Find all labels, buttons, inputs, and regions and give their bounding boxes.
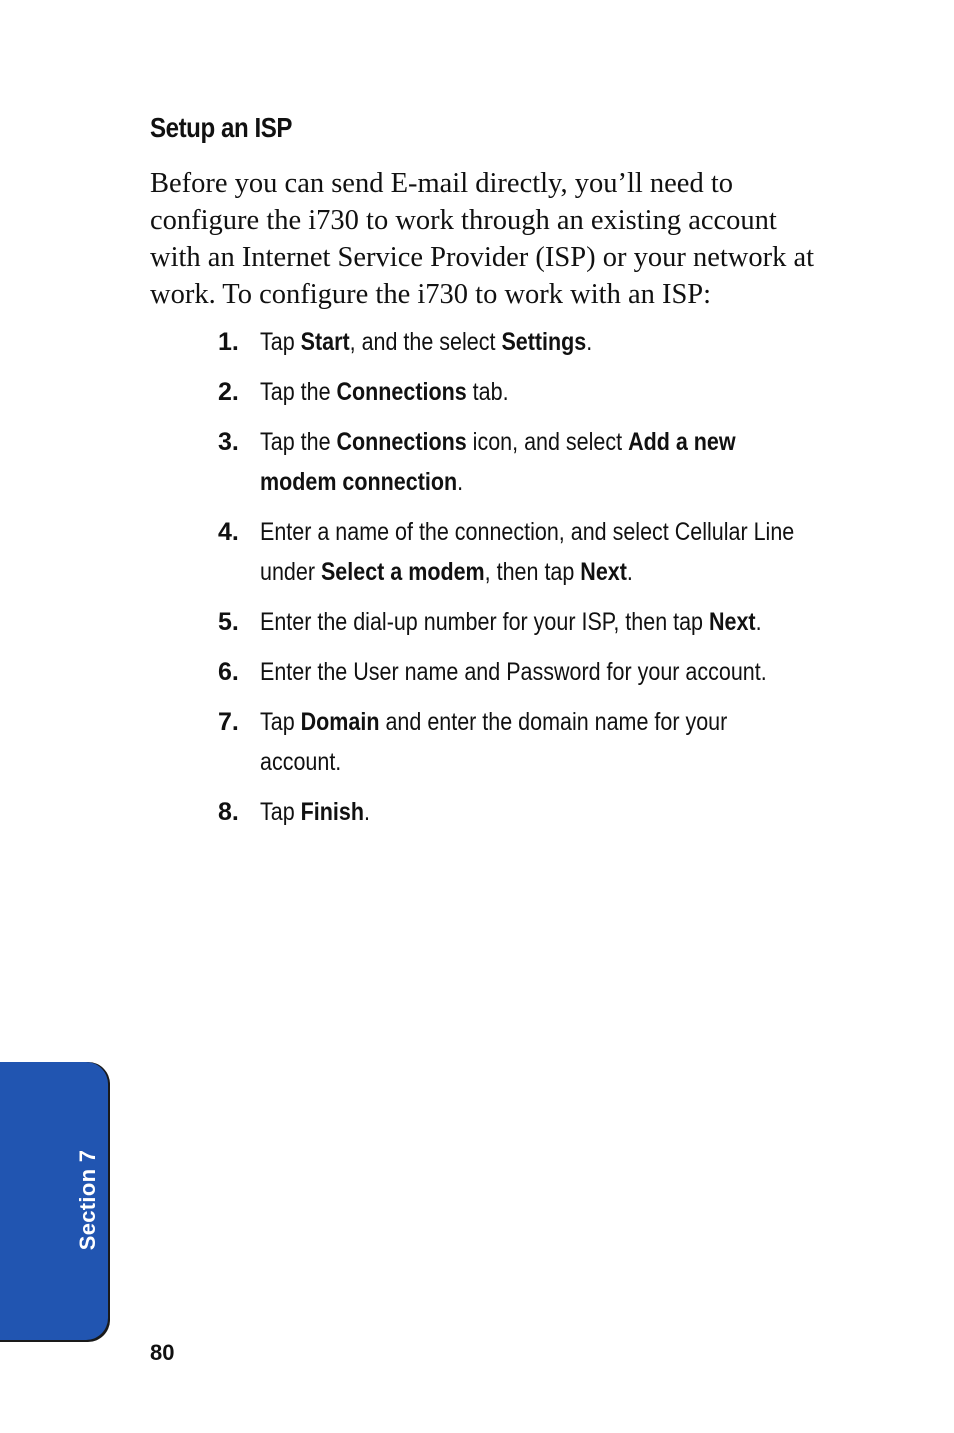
step-text	[260, 652, 896, 692]
step-text-line: under Select a modem, then tap Next.	[260, 558, 633, 586]
step-text-line: Tap Start, and the select Settings.	[260, 328, 593, 356]
step-keyword: Start	[300, 328, 350, 356]
step-number: 4.	[218, 518, 239, 546]
step-text	[260, 512, 896, 592]
step-text	[260, 602, 896, 642]
step-item	[218, 372, 898, 412]
step-item	[218, 652, 898, 692]
intro-line: with an Internet Service Provider (ISP) or your network at	[150, 242, 815, 273]
step-keyword: Domain	[300, 708, 380, 736]
step-keyword: Connections	[336, 378, 467, 406]
step-keyword: Next	[580, 558, 627, 586]
step-item	[218, 512, 898, 592]
step-text	[260, 702, 896, 782]
step-item	[218, 602, 898, 642]
step-item	[218, 792, 898, 832]
step-keyword: modem connection	[260, 468, 458, 496]
step-text-line: Tap the Connections icon, and select Add a new	[260, 428, 736, 456]
step-item	[218, 422, 898, 502]
step-number: 5.	[218, 608, 239, 636]
section-heading: Setup an ISP	[150, 112, 293, 143]
step-keyword: Select a modem	[320, 558, 485, 586]
step-text	[260, 422, 896, 502]
step-number: 1.	[218, 328, 239, 356]
intro-line: Before you can send E-mail directly, you’ll need to	[150, 168, 733, 199]
step-text-line: Enter a name of the connection, and select Cellular Line	[260, 518, 795, 546]
step-number: 3.	[218, 428, 239, 456]
step-text	[260, 322, 896, 362]
section-tab-label: Section 7	[75, 1149, 100, 1251]
step-keyword: Connections	[336, 428, 467, 456]
step-text-line: account.	[260, 748, 342, 776]
step-number: 7.	[218, 708, 239, 736]
step-text	[260, 372, 896, 412]
page-number: 80	[150, 1340, 175, 1365]
step-text-line: Tap the Connections tab.	[260, 378, 509, 406]
step-keyword: Finish	[300, 798, 364, 826]
step-keyword: Next	[708, 608, 756, 636]
intro-paragraph	[150, 165, 895, 313]
step-text-line: Enter the dial-up number for your ISP, then tap Next.	[260, 608, 762, 636]
intro-line: configure the i730 to work through an existing account	[150, 205, 777, 236]
step-text-line: Tap Domain and enter the domain name for your	[260, 708, 728, 736]
step-item	[218, 702, 898, 782]
step-item	[218, 322, 898, 362]
step-number: 8.	[218, 798, 239, 826]
step-keyword: Add a new	[628, 428, 736, 456]
step-text-line: Tap Finish.	[260, 798, 370, 826]
step-text	[260, 792, 896, 832]
intro-line: work. To configure the i730 to work with an ISP:	[150, 279, 712, 310]
step-number: 2.	[218, 378, 239, 406]
step-keyword: Settings	[501, 328, 587, 356]
step-number: 6.	[218, 658, 239, 686]
step-text-line: Enter the User name and Password for your account.	[260, 658, 767, 686]
steps-list	[218, 322, 898, 842]
step-text-line: modem connection.	[260, 468, 464, 496]
